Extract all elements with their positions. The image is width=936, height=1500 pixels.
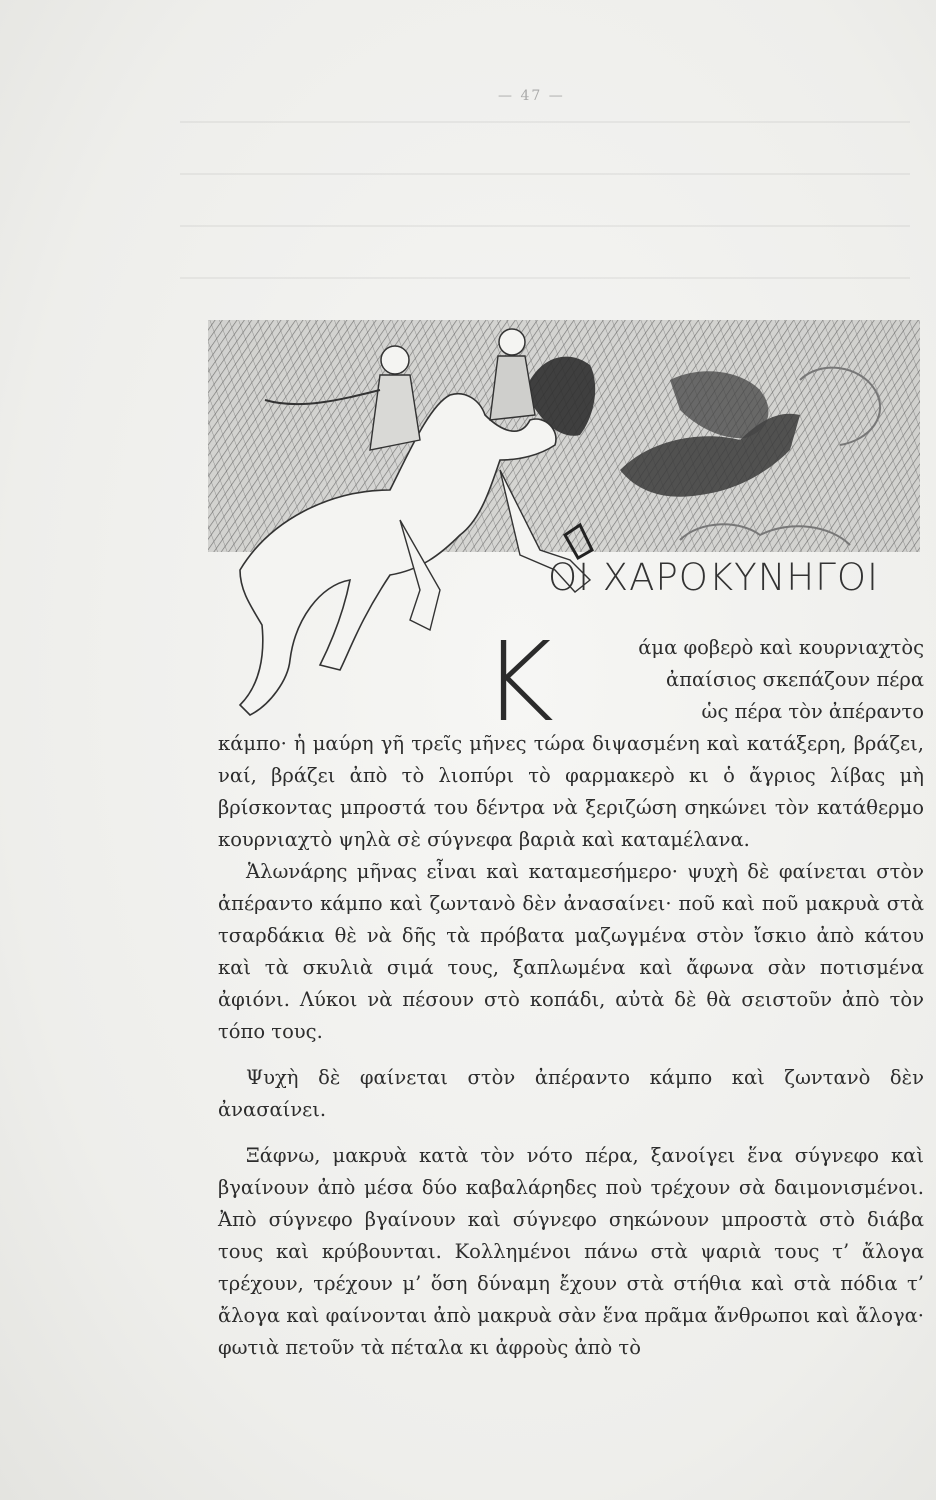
drop-line-3: ὡς πέρα τὸν ἀπέραντο bbox=[701, 700, 924, 723]
article-body bbox=[218, 632, 924, 1364]
chapter-title: ΟΙ ΧΑΡΟΚΥΝΗΓΟΙ bbox=[548, 556, 879, 599]
show-through-text bbox=[180, 95, 910, 325]
paragraph-1: κάμπο· ἡ μαύρη γῆ τρεῖς μῆνες τώρα διψασμένη καὶ κατάξερη, βράζει, ναί, βράζει ἀπὸ τὸ λιοπύρι τὸ φαρμακερὸ κι ὁ ἄγριος λίβας μὴ βρίσκοντας μπροστά του δέντρα νὰ ξεριζώση σηκώνει τὸν κατάθερμο κουρνιαχτὸ ψηλὰ σὲ σύγνεφα βαριὰ καὶ καταμέλανα. bbox=[218, 732, 924, 851]
drop-line-2: ἀπαίσιος σκεπάζουν πέρα bbox=[666, 668, 924, 691]
drop-cap-lines bbox=[218, 632, 924, 728]
page-number: — 47 — bbox=[498, 88, 565, 104]
paragraph-3: Ψυχὴ δὲ φαίνεται στὸν ἀπέραντο κάμπο καὶ ζωντανὸ δὲν ἀνασαίνει. bbox=[218, 1066, 924, 1121]
svg-text:Κ: Κ bbox=[481, 628, 555, 728]
paragraph-4: Ξάφνω, μακρυὰ κατὰ τὸν νότο πέρα, ξανοίγει ἕνα σύγνεφο καὶ βγαίνουν ἀπὸ μέσα δύο καβαλάρηδες ποὺ τρέχουν σὰ δαιμονισμένοι. Ἀπὸ σύγνεφο βγαίνουν καὶ σύγνεφο σηκώνουν μπροστὰ στὸ διάβα τους καὶ κρύβουνται. Κολλημένοι πάνω στὰ ψαριὰ τους τ’ ἄλογα τρέχουν, τρέχουν μ’ ὅση δύναμη ἔχουν στὰ στήθια καὶ στὰ πόδια τ’ ἄλογα καὶ φαίνονται ἀπὸ μακρυὰ σὰν ἕνα πρᾶμα ἄνθρωποι καὶ ἄλογα· φωτιὰ πετοῦν τὰ πέταλα κι ἀφροὺς ἀπὸ τὸ bbox=[218, 1144, 924, 1359]
drop-line-1: άμα φοβερὸ καὶ κουρνιαχτὸς bbox=[638, 636, 924, 659]
paragraph-2: Ἁλωνάρης μῆνας εἶναι καὶ καταμεσήμερο· ψυχὴ δὲ φαίνεται στὸν ἀπέραντο κάμπο καὶ ζωντανὸ δὲν ἀνασαίνει· ποῦ καὶ ποῦ μακρυὰ στὰ τσαρδάκια θὲ νὰ δῆς τὰ πρόβατα μαζωγμένα στὸν ἴσκιο ἀπὸ κάτου καὶ τὰ σκυλιὰ σιμά τους, ξαπλωμένα καὶ ἄφωνα σὰν ποτισμένα ἀφιόνι. Λύκοι νὰ πέσουν στὸ κοπάδι, αὐτὰ δὲ θὰ σειστοῦν ἀπὸ τὸν τόπο τους. bbox=[218, 860, 924, 1043]
